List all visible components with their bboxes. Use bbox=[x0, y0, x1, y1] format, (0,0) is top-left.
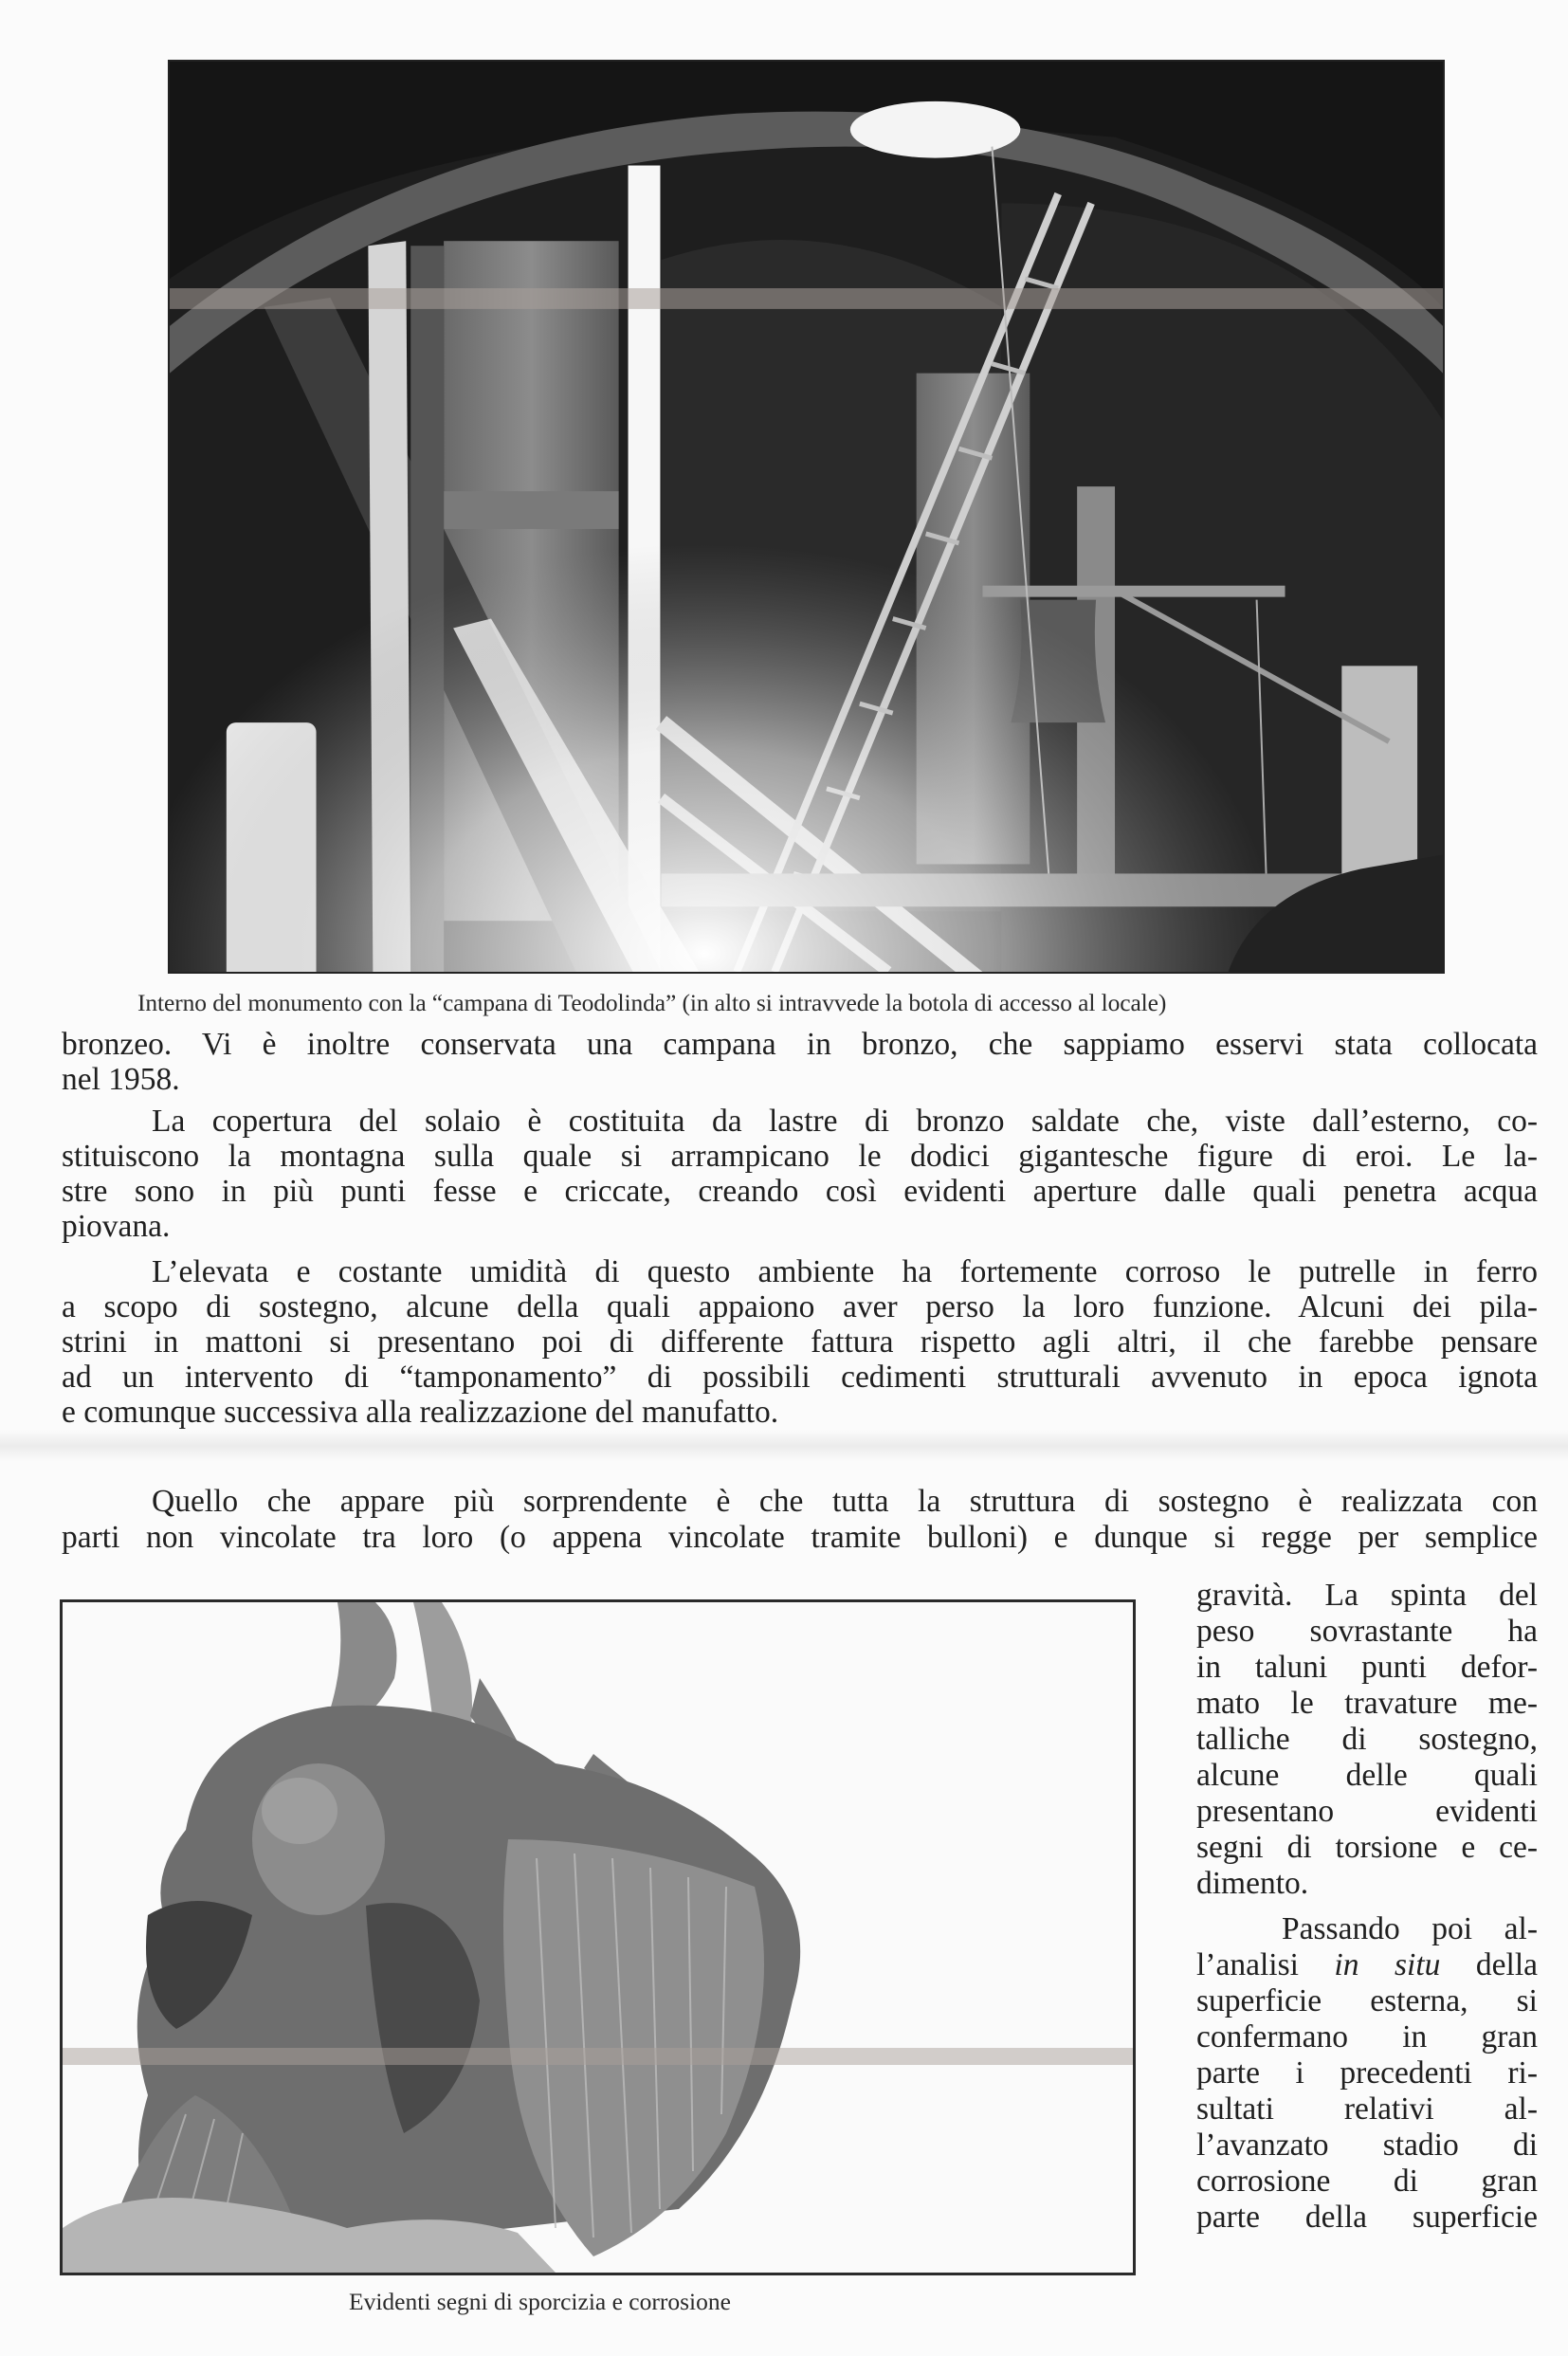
body-line: piovana. bbox=[62, 1209, 171, 1244]
column-line: talliche di sostegno, bbox=[1196, 1722, 1538, 1757]
body-line: L’elevata e costante umidità di questo ambiente ha fortemente corroso le putrelle in ferro bbox=[152, 1254, 1538, 1289]
body-line: nel 1958. bbox=[62, 1062, 180, 1097]
photo-interior-illustration bbox=[170, 62, 1443, 972]
column-line: parte della superficie bbox=[1196, 2200, 1538, 2235]
column-line: gravità. La spinta del bbox=[1196, 1578, 1538, 1613]
body-line: La copertura del solaio è costituita da lastre di bronzo saldate che, viste dall’esterno, co- bbox=[152, 1104, 1538, 1139]
column-line: peso sovrastante ha bbox=[1196, 1614, 1538, 1649]
column-line: mato le travature me- bbox=[1196, 1686, 1538, 1721]
column-line: presentano evidenti bbox=[1196, 1794, 1538, 1829]
column-line: alcune delle quali bbox=[1196, 1758, 1538, 1793]
column-line: dimento. bbox=[1196, 1866, 1309, 1901]
column-text: della bbox=[1440, 1947, 1538, 1982]
body-line: strini in mattoni si presentano poi di differente fattura rispetto agli altri, il che farebbe pensare bbox=[62, 1324, 1538, 1360]
body-line: ad un intervento di “tamponamento” di possibili cedimenti strutturali avvenuto in epoca ignota bbox=[62, 1360, 1538, 1395]
column-line: corrosione di gran bbox=[1196, 2164, 1538, 2199]
body-line: stituiscono la montagna sulla quale si arrampicano le dodici gigantesche figure di eroi. Le la- bbox=[62, 1139, 1538, 1174]
column-line-insitu bbox=[1196, 1947, 1538, 1983]
column-line: sultati relativi al- bbox=[1196, 2091, 1538, 2127]
scan-artifact bbox=[0, 1430, 1568, 1462]
column-text: l’analisi bbox=[1196, 1947, 1335, 1982]
body-line: stre sono in più punti fesse e criccate, creando così evidenti aperture dalle quali penetra acqua bbox=[62, 1174, 1538, 1209]
body-line: a scopo di sostegno, alcune della quali appaiono aver perso la loro funzione. Alcuni dei pila- bbox=[62, 1289, 1538, 1324]
photo-sculpture-illustration bbox=[63, 1602, 1133, 2273]
column-line: in taluni punti defor- bbox=[1196, 1650, 1538, 1685]
column-line: confermano in gran bbox=[1196, 2019, 1538, 2055]
italic-term: in situ bbox=[1334, 1947, 1441, 1982]
photo-interior-bell-chamber bbox=[168, 60, 1445, 974]
figure-caption-top: Interno del monumento con la “campana di Teodolinda” (in alto si intravvede la botola di accesso al locale) bbox=[137, 989, 1167, 1016]
column-line: l’avanzato stadio di bbox=[1196, 2128, 1538, 2163]
body-line: e comunque successiva alla realizzazione del manufatto. bbox=[62, 1395, 779, 1430]
body-line: parti non vincolate tra loro (o appena vincolate tramite bulloni) e dunque si regge per semplice bbox=[62, 1520, 1538, 1555]
body-line: bronzeo. Vi è inoltre conservata una campana in bronzo, che sappiamo esservi stata collocata bbox=[62, 1027, 1538, 1062]
photo-sculpture-corrosion bbox=[60, 1599, 1136, 2275]
column-line: Passando poi al- bbox=[1282, 1911, 1538, 1946]
column-line: superficie esterna, si bbox=[1196, 1983, 1538, 2018]
column-line: parte i precedenti ri- bbox=[1196, 2055, 1538, 2091]
body-line: Quello che appare più sorprendente è che tutta la struttura di sostegno è realizzata con bbox=[152, 1484, 1538, 1519]
figure-caption-bottom: Evidenti segni di sporcizia e corrosione bbox=[349, 2288, 731, 2315]
column-line: segni di torsione e ce- bbox=[1196, 1830, 1538, 1865]
